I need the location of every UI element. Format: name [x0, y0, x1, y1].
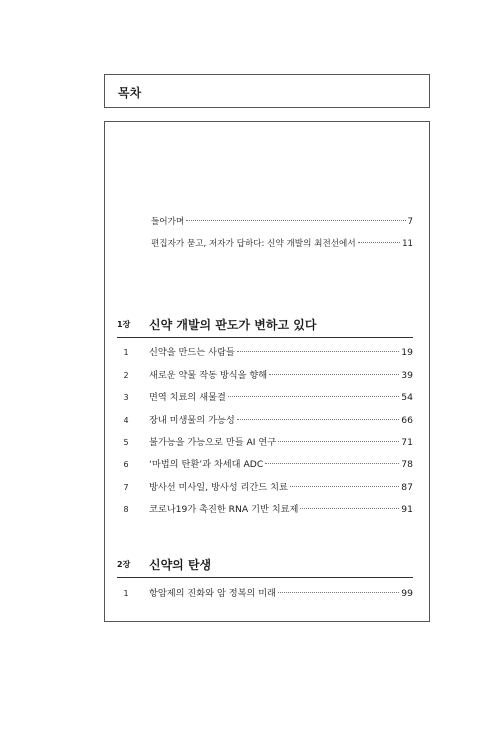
chapter-label: 2장: [117, 560, 131, 569]
chapter-divider: [117, 577, 413, 578]
entry-page: 91: [401, 504, 413, 515]
entry-title: 항암제의 진화와 암 정복의 미래: [149, 588, 277, 599]
entry-page: 66: [401, 415, 413, 426]
entry-title: 편집자가 묻고, 저자가 답하다: 신약 개발의 최전선에서: [151, 239, 356, 249]
dot-leader: [269, 374, 399, 375]
entry-title: 신약을 만드는 사람들: [149, 347, 235, 358]
toc-header-title: 목차: [118, 86, 142, 100]
dot-leader: [265, 463, 399, 464]
dot-leader: [300, 508, 399, 509]
entry-number: 7: [123, 483, 129, 492]
entry-number: 3: [123, 393, 129, 402]
dot-leader: [358, 242, 400, 243]
entry-title: ‘마법의 탄환’과 차세대 ADC: [149, 459, 264, 470]
toc-entry[interactable]: [105, 346, 429, 360]
entry-page: 7: [407, 217, 413, 227]
entry-number: 1: [123, 589, 129, 598]
entry-page: 11: [402, 239, 413, 249]
entry-number: 8: [123, 505, 129, 514]
dot-leader: [290, 486, 399, 487]
toc-entry[interactable]: [105, 481, 429, 495]
chapter-heading[interactable]: [105, 556, 429, 574]
entry-title: 코로나19가 촉진한 RNA 기반 치료제: [149, 504, 299, 515]
dot-leader: [278, 441, 399, 442]
dot-leader: [237, 351, 400, 352]
chapter-title: 신약 개발의 판도가 변하고 있다: [149, 318, 317, 332]
chapter-divider: [117, 337, 413, 338]
entry-number: 2: [123, 371, 129, 380]
toc-body: [104, 121, 430, 622]
toc-entry[interactable]: [105, 458, 429, 472]
toc-entry[interactable]: [105, 503, 429, 517]
toc-entry[interactable]: [105, 587, 429, 601]
entry-title: 새로운 약물 작동 방식을 향해: [149, 370, 268, 381]
entry-page: 39: [401, 370, 413, 381]
entry-title: 방사선 미사일, 방사성 리간드 치료: [149, 482, 288, 493]
entry-page: 87: [401, 482, 413, 493]
entry-page: 19: [401, 347, 413, 358]
entry-number: 1: [123, 348, 129, 357]
entry-title: 불가능을 가능으로 만들 AI 연구: [149, 437, 277, 448]
entry-title: 면역 치료의 새물결: [149, 392, 226, 403]
dot-leader: [186, 220, 405, 221]
dot-leader: [237, 419, 400, 420]
toc-header-box: [104, 74, 430, 108]
chapter-title: 신약의 탄생: [149, 558, 212, 572]
dot-leader: [278, 592, 399, 593]
entry-page: 78: [401, 459, 413, 470]
toc-entry[interactable]: [105, 436, 429, 450]
toc-entry[interactable]: [105, 369, 429, 383]
entry-number: 6: [123, 460, 129, 469]
intro-entry[interactable]: [105, 237, 429, 251]
chapter-label: 1장: [117, 320, 131, 329]
toc-entry[interactable]: [105, 414, 429, 428]
entry-page: 71: [401, 437, 413, 448]
entry-number: 5: [123, 438, 129, 447]
entry-page: 99: [401, 588, 413, 599]
entry-page: 54: [401, 392, 413, 403]
entry-number: 4: [123, 416, 129, 425]
toc-entry[interactable]: [105, 391, 429, 405]
dot-leader: [228, 396, 399, 397]
entry-title: 장내 미생물의 가능성: [149, 415, 235, 426]
entry-title: 들어가며: [151, 217, 185, 227]
intro-entry[interactable]: [105, 215, 429, 229]
chapter-heading[interactable]: [105, 316, 429, 334]
